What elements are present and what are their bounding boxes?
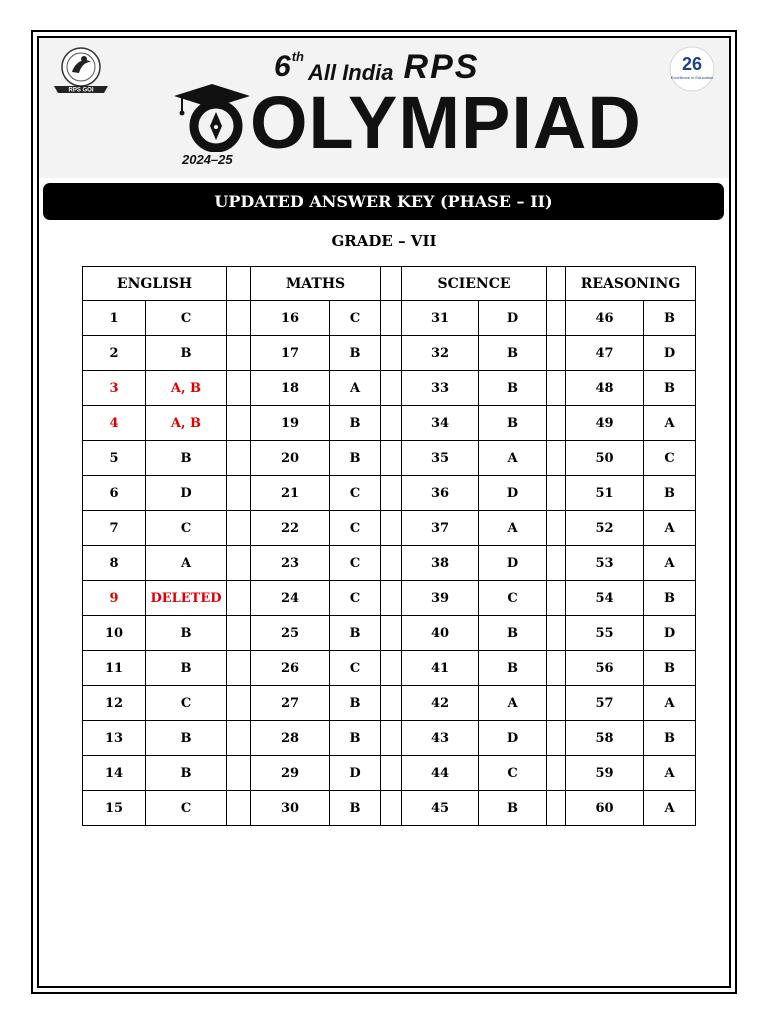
- spacer-cell: [547, 651, 566, 686]
- answer: B: [146, 651, 227, 686]
- spacer-cell: [381, 616, 402, 651]
- answer: C: [330, 546, 381, 581]
- answer: C: [330, 581, 381, 616]
- table-row: [83, 476, 696, 511]
- answer: B: [644, 581, 696, 616]
- answer: C: [146, 301, 227, 336]
- spacer-cell: [547, 441, 566, 476]
- question-number: 21: [251, 476, 330, 511]
- question-number: 29: [251, 756, 330, 791]
- question-number: 1: [83, 301, 146, 336]
- spacer-cell: [227, 371, 251, 406]
- question-number: 10: [83, 616, 146, 651]
- answer: B: [146, 721, 227, 756]
- table-row: [83, 616, 696, 651]
- right-emblem-label: Excellence in Education: [670, 75, 714, 80]
- spacer-cell: [227, 267, 251, 301]
- answer: B: [644, 301, 696, 336]
- answer: D: [644, 616, 696, 651]
- question-number: 51: [566, 476, 644, 511]
- answer: A: [644, 791, 696, 826]
- answer: C: [146, 791, 227, 826]
- question-number: 17: [251, 336, 330, 371]
- question-number: 5: [83, 441, 146, 476]
- answer: D: [479, 301, 547, 336]
- question-number: 45: [402, 791, 479, 826]
- title-bar: [43, 183, 724, 220]
- answer: C: [146, 686, 227, 721]
- answer: B: [644, 476, 696, 511]
- spacer-cell: [547, 686, 566, 721]
- spacer-cell: [227, 441, 251, 476]
- question-number: 50: [566, 441, 644, 476]
- question-number: 60: [566, 791, 644, 826]
- table-row: [83, 336, 696, 371]
- question-number: 23: [251, 546, 330, 581]
- answer: C: [479, 581, 547, 616]
- spacer-cell: [381, 406, 402, 441]
- spacer-cell: [547, 616, 566, 651]
- edition-line: [274, 50, 479, 84]
- question-number: 58: [566, 721, 644, 756]
- spacer-cell: [381, 651, 402, 686]
- question-number: 20: [251, 441, 330, 476]
- spacer-cell: [381, 581, 402, 616]
- spacer-cell: [547, 721, 566, 756]
- question-number: 24: [251, 581, 330, 616]
- spacer-cell: [547, 511, 566, 546]
- question-number: 57: [566, 686, 644, 721]
- subject-header-science: SCIENCE: [402, 267, 547, 301]
- spacer-cell: [381, 721, 402, 756]
- spacer-cell: [547, 336, 566, 371]
- table-row: [83, 756, 696, 791]
- answer: B: [330, 721, 381, 756]
- question-number: 55: [566, 616, 644, 651]
- spacer-cell: [227, 721, 251, 756]
- question-number: 37: [402, 511, 479, 546]
- answer: C: [146, 511, 227, 546]
- spacer-cell: [381, 476, 402, 511]
- answer: C: [330, 511, 381, 546]
- question-number: 3: [83, 371, 146, 406]
- answer: B: [479, 336, 547, 371]
- table-row: [83, 651, 696, 686]
- question-number: 36: [402, 476, 479, 511]
- spacer-cell: [227, 336, 251, 371]
- spacer-cell: [227, 756, 251, 791]
- question-number: 41: [402, 651, 479, 686]
- question-number: 44: [402, 756, 479, 791]
- graduation-cap-pen-icon: [172, 82, 252, 152]
- answer: D: [644, 336, 696, 371]
- question-number: 18: [251, 371, 330, 406]
- question-number: 43: [402, 721, 479, 756]
- spacer-cell: [227, 546, 251, 581]
- table-row: [83, 371, 696, 406]
- question-number: 46: [566, 301, 644, 336]
- question-number: 19: [251, 406, 330, 441]
- table-row: [83, 546, 696, 581]
- spacer-cell: [381, 791, 402, 826]
- spacer-cell: [547, 756, 566, 791]
- rps-emblem-icon: [48, 46, 114, 94]
- table-header-row: [83, 267, 696, 301]
- answer: A, B: [146, 371, 227, 406]
- question-number: 26: [251, 651, 330, 686]
- right-emblem-number: 26: [681, 54, 703, 74]
- spacer-cell: [381, 371, 402, 406]
- answer: B: [479, 651, 547, 686]
- answer: D: [330, 756, 381, 791]
- answer: A: [479, 441, 547, 476]
- question-number: 11: [83, 651, 146, 686]
- question-number: 22: [251, 511, 330, 546]
- spacer-cell: [547, 406, 566, 441]
- answer: B: [479, 616, 547, 651]
- answer: A: [146, 546, 227, 581]
- spacer-cell: [227, 406, 251, 441]
- edition-text: All India: [307, 60, 394, 85]
- answer: A, B: [146, 406, 227, 441]
- question-number: 54: [566, 581, 644, 616]
- spacer-cell: [227, 476, 251, 511]
- answer: B: [479, 371, 547, 406]
- question-number: 30: [251, 791, 330, 826]
- answer: D: [479, 721, 547, 756]
- table-row: [83, 441, 696, 476]
- answer: B: [146, 441, 227, 476]
- question-number: 6: [83, 476, 146, 511]
- spacer-cell: [381, 267, 402, 301]
- question-number: 35: [402, 441, 479, 476]
- spacer-cell: [381, 301, 402, 336]
- year-label: 2024–25: [182, 152, 233, 167]
- spacer-cell: [381, 336, 402, 371]
- answer: B: [330, 406, 381, 441]
- subject-header-english: ENGLISH: [83, 267, 227, 301]
- question-number: 25: [251, 616, 330, 651]
- spacer-cell: [381, 511, 402, 546]
- answer: D: [479, 546, 547, 581]
- question-number: 52: [566, 511, 644, 546]
- table-row: [83, 721, 696, 756]
- answer: DELETED: [146, 581, 227, 616]
- answer: A: [644, 546, 696, 581]
- question-number: 48: [566, 371, 644, 406]
- left-emblem-label: RPS GOI: [68, 87, 94, 94]
- spacer-cell: [381, 756, 402, 791]
- answer: D: [146, 476, 227, 511]
- question-number: 9: [83, 581, 146, 616]
- spacer-cell: [547, 791, 566, 826]
- answer: C: [644, 441, 696, 476]
- question-number: 53: [566, 546, 644, 581]
- answer: A: [644, 756, 696, 791]
- question-number: 13: [83, 721, 146, 756]
- answer: B: [644, 651, 696, 686]
- question-number: 8: [83, 546, 146, 581]
- table-row: [83, 791, 696, 826]
- spacer-cell: [547, 546, 566, 581]
- answer: C: [479, 756, 547, 791]
- question-number: 40: [402, 616, 479, 651]
- spacer-cell: [547, 371, 566, 406]
- answer: C: [330, 476, 381, 511]
- question-number: 33: [402, 371, 479, 406]
- grade-heading: GRADE – VII: [331, 232, 437, 250]
- spacer-cell: [381, 546, 402, 581]
- subject-header-maths: MATHS: [251, 267, 381, 301]
- answer: C: [330, 301, 381, 336]
- answer: B: [330, 616, 381, 651]
- spacer-cell: [547, 476, 566, 511]
- question-number: 56: [566, 651, 644, 686]
- spacer-cell: [227, 301, 251, 336]
- question-number: 28: [251, 721, 330, 756]
- question-number: 59: [566, 756, 644, 791]
- brand-name: RPS: [403, 48, 480, 86]
- question-number: 42: [402, 686, 479, 721]
- answer: A: [330, 371, 381, 406]
- table-row: [83, 301, 696, 336]
- spacer-cell: [547, 581, 566, 616]
- question-number: 4: [83, 406, 146, 441]
- table-row: [83, 511, 696, 546]
- spacer-cell: [381, 441, 402, 476]
- answer: B: [479, 791, 547, 826]
- spacer-cell: [227, 791, 251, 826]
- question-number: 34: [402, 406, 479, 441]
- answer: B: [146, 616, 227, 651]
- answer: B: [330, 336, 381, 371]
- spacer-cell: [227, 616, 251, 651]
- table-row: [83, 686, 696, 721]
- question-number: 39: [402, 581, 479, 616]
- table-row: [83, 581, 696, 616]
- anniversary-26-icon: [666, 46, 718, 92]
- question-number: 16: [251, 301, 330, 336]
- spacer-cell: [227, 581, 251, 616]
- spacer-cell: [381, 686, 402, 721]
- spacer-cell: [227, 686, 251, 721]
- question-number: 32: [402, 336, 479, 371]
- question-number: 47: [566, 336, 644, 371]
- answer: B: [146, 336, 227, 371]
- answer: B: [644, 371, 696, 406]
- answer: B: [644, 721, 696, 756]
- answer: B: [330, 686, 381, 721]
- spacer-cell: [227, 511, 251, 546]
- question-number: 7: [83, 511, 146, 546]
- spacer-cell: [547, 301, 566, 336]
- answer: D: [479, 476, 547, 511]
- question-number: 12: [83, 686, 146, 721]
- answer: A: [644, 686, 696, 721]
- edition-suffix: th: [291, 49, 304, 64]
- answer: B: [330, 441, 381, 476]
- answer: A: [479, 511, 547, 546]
- answer: B: [479, 406, 547, 441]
- table-row: [83, 406, 696, 441]
- answer-rows: [83, 301, 696, 826]
- spacer-cell: [547, 267, 566, 301]
- edition-number: 6: [274, 50, 291, 83]
- answer: A: [644, 511, 696, 546]
- answer: C: [330, 651, 381, 686]
- question-number: 14: [83, 756, 146, 791]
- question-number: 38: [402, 546, 479, 581]
- olympiad-title: OLYMPIAD: [250, 81, 642, 164]
- answer: B: [330, 791, 381, 826]
- question-number: 15: [83, 791, 146, 826]
- question-number: 2: [83, 336, 146, 371]
- question-number: 49: [566, 406, 644, 441]
- spacer-cell: [227, 651, 251, 686]
- answer-key-title: UPDATED ANSWER KEY (PHASE – II): [214, 192, 553, 211]
- answer: A: [479, 686, 547, 721]
- question-number: 31: [402, 301, 479, 336]
- subject-header-reasoning: REASONING: [566, 267, 696, 301]
- answer: B: [146, 756, 227, 791]
- answer: A: [644, 406, 696, 441]
- question-number: 27: [251, 686, 330, 721]
- answer-key-table: [82, 266, 696, 826]
